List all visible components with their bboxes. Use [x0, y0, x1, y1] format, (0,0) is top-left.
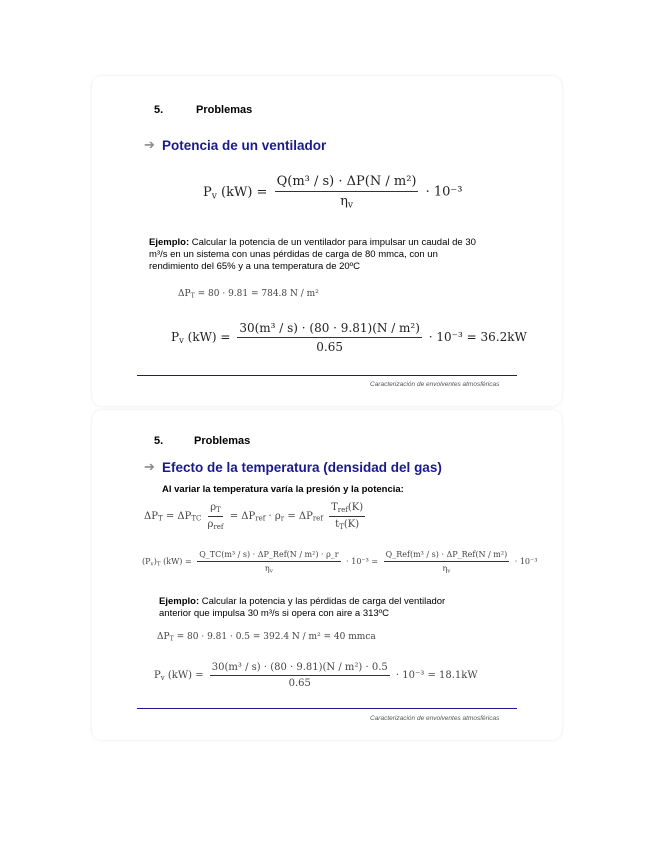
- formula-numerator: Q(m³ / s) · ΔP(N / m²): [275, 174, 419, 192]
- power-temperature-formula: $(P_v)_T$ (kW) = $\frac{\text{Q\_TC(m³ / s) · ΔP\_Ref(N / m²) · ρ\_r}}{\eta_v}$ · 10⁻³ = $\frac{\text{Q\_Ref(m³ / s) · ΔP\_Ref(N / m²)}}{\eta_v}$ · 10⁻³: [142, 550, 538, 575]
- example-paragraph: [159, 596, 474, 620]
- footer-line: [137, 375, 517, 376]
- footer-line: [137, 708, 517, 709]
- slide-heading: Efecto de la temperatura (densidad del gas): [162, 460, 442, 475]
- calc-numerator: 30(m³ / s) · (80 · 9.81)(N / m²) · 0.5: [210, 662, 390, 676]
- power-fraction-left: $\frac{\text{Q\_TC(m³ / s) · ΔP\_Ref(N / m²) · ρ\_r}}{\eta_v}$: [199, 550, 339, 575]
- calc-result: · 10⁻³ = 36.2kW: [428, 330, 527, 344]
- example-text: Calcular la potencia de un ventilador para impulsar un caudal de 30 m³/s en un sistema con unas pérdidas de carga de 80 mmca, con un rendimiento del 65% y a una temperatura de 20ºC: [149, 237, 476, 272]
- arrow-right-icon: ➔: [144, 459, 155, 474]
- slide-efecto-temperatura: [92, 410, 562, 740]
- formula-denominator: $\eta_v$: [340, 194, 353, 211]
- section-number: 5.: [154, 435, 164, 447]
- section-title: Problemas: [194, 435, 251, 447]
- slide-footer: Caracterización de envolventes atmosféricas: [370, 381, 500, 388]
- slide-subheading: Al variar la temperatura varía la presión y la potencia:: [162, 484, 404, 495]
- temperature-ratio: $\frac{T_{ref}(K)}{t_T(K)}$: [331, 502, 364, 531]
- calc-fraction: [210, 662, 390, 689]
- density-ratio: $\frac{\rho_T}{\rho_{ref}}$: [207, 502, 224, 531]
- slide-heading: Potencia de un ventilador: [162, 138, 327, 153]
- formula-tail: · 10⁻³: [425, 184, 463, 200]
- example-text: Calcular la potencia y las pérdidas de carga del ventilador anterior que impulsa 30 m³/s si opera con aire a 313ºC: [159, 596, 446, 619]
- calc-fraction: [237, 321, 422, 354]
- arrow-right-icon: ➔: [144, 137, 155, 152]
- section-number: 5.: [154, 104, 164, 116]
- example-label: Ejemplo:: [159, 596, 200, 607]
- slide-potencia-ventilador: [92, 76, 562, 406]
- calc-lhs: $P_v$ (kW) =: [154, 670, 204, 682]
- slide-footer: Caracterización de envolventes atmosféricas: [370, 715, 500, 722]
- calc-result: · 10⁻³ = 18.1kW: [395, 670, 478, 681]
- calc-denominator: 0.65: [316, 340, 343, 354]
- calc-lhs: $P_v$ (kW) =: [171, 330, 231, 346]
- pressure-calc: $\Delta P_T = 80 \cdot 9.81 = 784.8$ N / m²: [178, 289, 319, 300]
- power-calc: [171, 321, 527, 354]
- calc-numerator: 30(m³ / s) · (80 · 9.81)(N / m²): [237, 321, 422, 338]
- power-calc: [154, 662, 478, 689]
- power-fraction-right: $\frac{\text{Q\_Ref(m³ / s) · ΔP\_Ref(N / m²)}}{\eta_v}$: [385, 550, 508, 575]
- calc-denominator: 0.65: [288, 678, 311, 689]
- example-label: Ejemplo:: [149, 237, 190, 248]
- example-paragraph: [149, 237, 489, 273]
- power-formula: [203, 174, 463, 210]
- pressure-calc: $\Delta P_T = 80 \cdot 9.81 \cdot 0.5 = 392.4$ N / m² = 40 mmca: [157, 632, 376, 643]
- formula-lhs: $P_v$ (kW) =: [203, 184, 268, 201]
- section-title: Problemas: [196, 104, 253, 116]
- formula-fraction: [275, 174, 419, 210]
- pressure-density-formula: $\Delta P_T = \Delta P_{TC}$ $\frac{\rho_T}{\rho_{ref}}$ = $\Delta P_{ref} \cdot \rho_r = \Delta P_{ref}$ $\frac{T_{ref}(K)}{t_T(K)}$: [144, 502, 364, 531]
